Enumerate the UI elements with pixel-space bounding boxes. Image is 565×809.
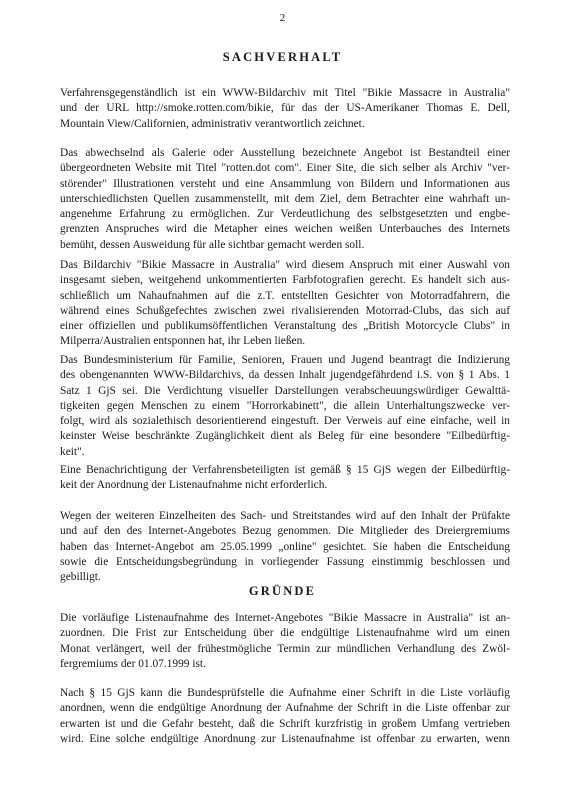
paragraph-line: Das Bundesministerium für Familie, Senioren, Frauen und Jugend beantragt die Indizierung [60,354,510,366]
paragraph-image-archive [60,258,510,350]
paragraph-line: Milperra/Australien entsponnen hat, ihr Leben ließen. [60,335,306,348]
paragraph-line: Das Bildarchiv "Bikie Massacre in Australia" wird diesem Anspruch mit einer Auswahl von [60,259,510,271]
paragraph-proceedings [60,509,510,585]
heading-sachverhalt: SACHVERHALT [222,50,343,64]
paragraph-line: wird. Eine solche endgültige Anordnung zur Listenaufnahme ist offenbar zu erwarten, wenn [60,732,510,745]
paragraph-line: keit der Anordnung der Listenaufnahme nicht erforderlich. [60,479,328,492]
paragraph-line: sowie die Entscheidungsbegründung in vorliegender Fassung einstimmig beschlossen und [60,555,510,568]
paragraph-line: insgesamt sieben, weitgehend unkommentierten Farbfotografien gerecht. Es handelt sich aus- [60,274,510,287]
paragraph-line: fergremiums der 01.07.1999 ist. [60,657,206,670]
paragraph-line: und der URL http://smoke.rotten.com/bikie, für das der US-Amerikaner Thomas E. Dell, [60,102,510,115]
paragraph-line: keit". [60,445,85,458]
paragraph-line: zuordnen. Die Frist zur Entscheidung über die endgültige Listenaufnahme wird um einen [60,627,510,640]
paragraph-line: tigkeiten gegen Menschen zu einem "Horrorkabinett", die allein Unterhaltungszwecke ver- [60,399,510,412]
paragraph-line: folgt, wird als sozialethisch desorientierend eingestuft. Der Verweis auf eine einfache, weil in [60,415,510,428]
paragraph-line: grenzten Anspruches wird die Metapher eines weichen weißen Unterbauches des Internets [60,223,510,236]
paragraph-line: gebilligt. [60,571,101,584]
paragraph-line: Eine Benachrichtigung der Verfahrensbeteiligten ist gemäß § 15 GjS wegen der Eilbedürftig- [60,464,510,476]
paragraph-line: keinster Weise beschränkte Zugänglichkeit dient als Beleg für eine besondere "Eilbedürftig- [60,430,510,443]
paragraph-line: während eines Schußgefechtes zwischen zwei rivalisierenden Motorrad-Clubs, das sich auf [60,304,510,317]
paragraph-line: Monat verlängert, weil der frühestmögliche Termin zur mündlichen Verhandlung des Zwöl- [60,642,510,655]
paragraph-line: unterschiedlichsten Quellen zusammenstellt, mit dem Ziel, dem Betrachter eine wahrhaft un- [60,192,510,205]
paragraph-subject [60,86,510,132]
paragraph-line: Das abwechselnd als Galerie oder Ausstellung bezeichnete Angebot ist Bestandteil einer [60,147,510,159]
paragraph-provisional-listing [60,611,510,672]
paragraph-line: bemüht, dessen Ausweidung für alle sichtbar gemacht werden soll. [60,238,365,251]
paragraph-line: erwarten ist und die Gefahr besteht, daß die Schrift kurzfristig in großem Umfang vertrieben [60,717,510,730]
paragraph-line: anordnen, wenn die endgültige Anordnung der Aufnahme der Schrift in die Liste offenbar zur [60,702,510,715]
paragraph-line: angenehme Erfahrung zu ermöglichen. Zur Verdeutlichung des selbstgesetzten und engbe- [60,208,510,221]
paragraph-line: schließlich um Nahaufnahmen auf die z.T. entstellten Gesichter von Motorradfahrern, die [60,289,510,302]
paragraph-line: Die vorläufige Listenaufnahme des Internet-Angebotes "Bikie Massacre in Australia" ist an- [60,612,510,624]
paragraph-line: Verfahrensgegenständlich ist ein WWW-Bildarchiv mit Titel "Bikie Massacre in Australia" [60,87,510,99]
paragraph-line: Nach § 15 GjS kann die Bundesprüfstelle die Aufnahme einer Schrift in die Liste vorläufig [60,687,510,699]
paragraph-legal-basis [60,686,510,747]
paragraph-line: haben das Internet-Angebot am 25.05.1999 „online" gesichtet. Sie haben die Entscheidung [60,540,510,553]
paragraph-ministry-request [60,353,510,460]
paragraph-line: des obengenannten WWW-Bildarchivs, da dessen Inhalt jugendgefährdend i.S. von § 1 Abs. 1 [60,369,510,382]
heading-gruende: GRÜNDE [248,584,317,598]
paragraph-line: übergeordneten Website mit Titel "rotten.dot com". Einer Site, die sich selber als Archiv "ver- [60,162,510,175]
paragraph-line: einer offiziellen und publikumsöffentlichen Veranstaltung des „British Motorcycle Clubs" in [60,320,510,333]
paragraph-line: Mountain View/Californien, administrativ verantwortlich zeichnet. [60,117,365,130]
paragraph-website-description [60,146,510,253]
paragraph-line: Wegen der weiteren Einzelheiten des Sach- und Streitstandes wird auf den Inhalt der Prüfakte [60,510,510,522]
paragraph-line: Satz 1 GjS sei. Die Verdichtung visueller Darstellungen verabscheuungswürdiger Gewalttä- [60,384,510,397]
paragraph-line: und auf den des Internet-Angebotes Bezug genommen. Die Mitglieder des Dreiergremiums [60,525,510,538]
page-number: 2 [279,12,286,24]
paragraph-notification [60,463,510,494]
paragraph-line: störender" Illustrationen versteht und eine Ansammlung von Bildern und Informationen aus [60,177,510,190]
